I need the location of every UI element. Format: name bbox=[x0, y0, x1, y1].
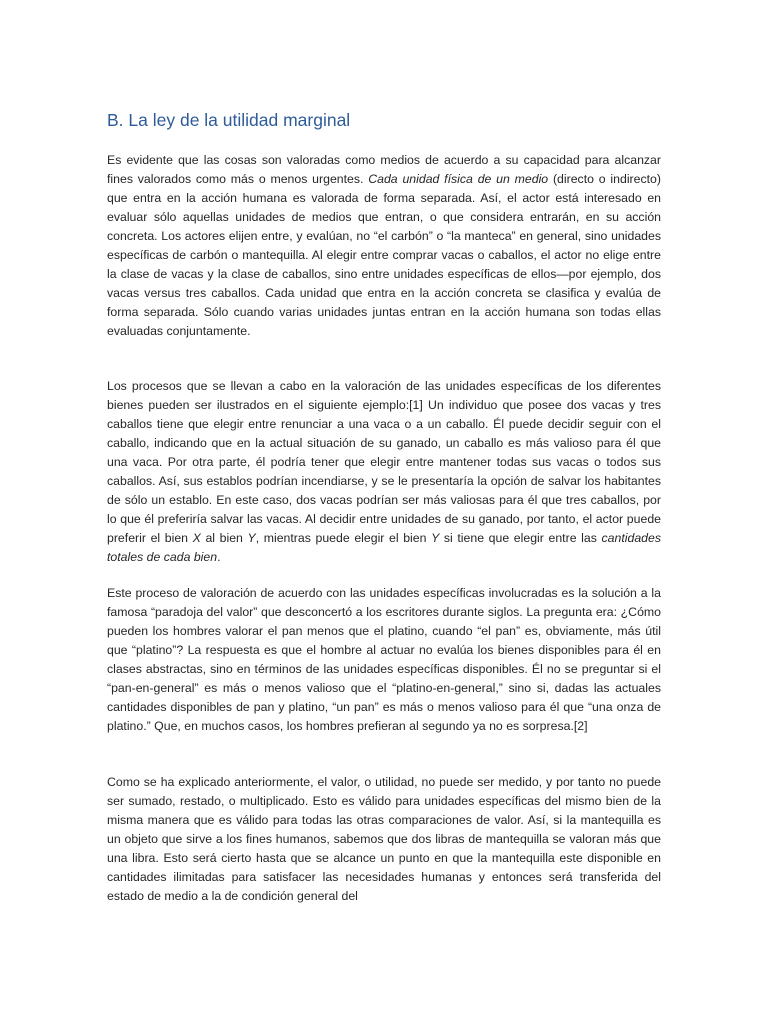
text-run: (directo o indirecto) que entra en la acción humana es valorada de forma separada. Así, el actor está interesado en evaluar sólo aquellas unidades de medios que entran, o que considera entrarán, en su acción concreta. Los actores elijen entre, y evalúan, no “el carbón” o “la manteca” en general, sino unidades específicas de carbón o mantequilla. Al elegir entre comprar vacas o caballos, el actor no elige entre la clase de vacas y la clase de caballos, sino entre unidades específicas de ellos—por ejemplo, dos vacas versus tres caballos. Cada unidad que entra en la acción concreta se clasifica y evalúa de forma separada. Sólo cuando varias unidades juntas entran en la acción humana son todas ellas evaluadas conjuntamente. bbox=[107, 172, 661, 338]
paragraph-2 bbox=[107, 377, 661, 567]
paragraph-1 bbox=[107, 151, 661, 341]
text-run: . bbox=[217, 550, 221, 564]
text-run: si tiene que elegir entre las bbox=[439, 531, 602, 545]
italic-text-run: Cada unidad física de un medio bbox=[368, 172, 549, 186]
paragraph-3 bbox=[107, 584, 661, 736]
text-run: Los procesos que se llevan a cabo en la valoración de las unidades específicas de los diferentes bienes pueden ser ilustrados en el siguiente ejemplo:[1] Un individuo que posee dos vacas y tres caballos tiene que elegir entre renunciar a una vaca o a un caballo. Él puede decidir seguir con el caballo, indicando que en la actual situación de su ganado, un caballo es más valioso para él que una vaca. Por otra parte, él podría tener que elegir entre mantener todas sus vacas o todos sus caballos. Así, sus establos podrían incendiarse, y se le presentaría la opción de salvar los habitantes de sólo un establo. En este caso, dos vacas podrían ser más valiosas para él que tres caballos, por lo que él preferiría salvar las vacas. Al decidir entre unidades de su ganado, por tanto, el actor puede preferir el bien bbox=[107, 379, 661, 545]
text-run: , mientras puede elegir el bien bbox=[255, 531, 432, 545]
text-run: al bien bbox=[200, 531, 248, 545]
italic-text-run: cantidades totales de cada bien bbox=[107, 531, 661, 564]
paragraph-4 bbox=[107, 773, 661, 906]
text-run: Como se ha explicado anteriormente, el valor, o utilidad, no puede ser medido, y por tanto no puede ser sumado, restado, o multiplicado. Esto es válido para unidades específicas del mismo bien de la misma manera que es válido para todas las otras comparaciones de valor. Así, si la mantequilla es un objeto que sirve a los fines humanos, sabemos que dos libras de mantequilla se valoran más que una libra. Esto será cierto hasta que se alcance un punto en que la mantequilla este disponible en cantidades ilimitadas para satisfacer las necesidades humanas y entonces será transferida del estado de medio a la de condición general del bbox=[107, 775, 661, 903]
text-run: Es evidente que las cosas son valoradas como medios de acuerdo a su capacidad para alcanzar fines valorados como más o menos urgentes. bbox=[107, 153, 661, 186]
section-heading: B. La ley de la utilidad marginal bbox=[107, 110, 351, 130]
text-run: Este proceso de valoración de acuerdo con las unidades específicas involucradas es la solución a la famosa “paradoja del valor” que desconcertó a los escritores durante siglos. La pregunta era: ¿Cómo pueden los hombres valorar el pan menos que el platino, cuando “el pan” es, obviamente, más útil que “platino”? La respuesta es que el hombre al actuar no evalúa los bienes disponibles para él en clases abstractas, sino en términos de las unidades específicas disponibles. Él no se preguntar si el “pan-en-general” es más o menos valioso que el “platino-en-general,” sino si, dadas las actuales cantidades disponibles de pan y platino, “un pan” es más o menos valioso para él que “una onza de platino.” Que, en muchos casos, los hombres prefieran al segundo ya no es sorpresa.[2] bbox=[107, 586, 661, 733]
italic-text-run: Y bbox=[247, 531, 256, 545]
document-page bbox=[107, 0, 661, 1024]
italic-text-run: Y bbox=[431, 531, 440, 545]
italic-text-run: X bbox=[192, 531, 201, 545]
